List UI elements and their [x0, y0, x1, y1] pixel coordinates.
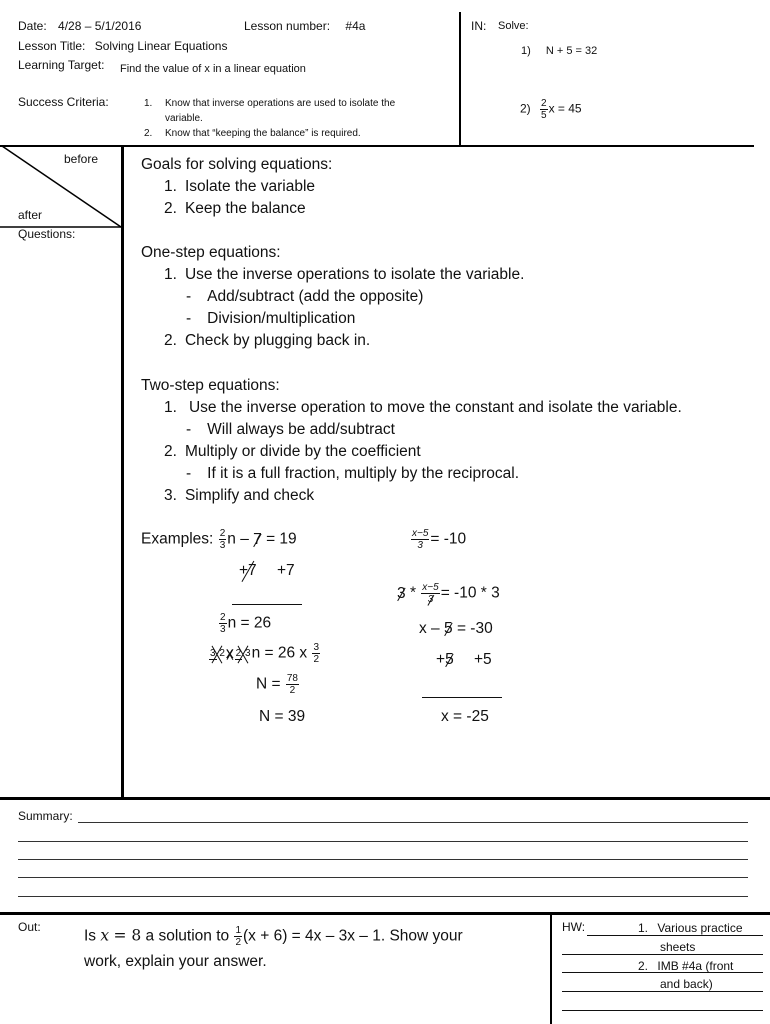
equation-lhs: N =	[256, 675, 281, 693]
item-number: 2.	[638, 959, 649, 973]
text: a solution to	[145, 927, 230, 945]
item-text: Simplify and check	[184, 487, 315, 504]
equation-lhs: x –	[419, 620, 440, 637]
example-2-line-1	[410, 528, 466, 551]
two-step-item-2	[164, 443, 421, 461]
summary-label: Summary:	[18, 809, 73, 823]
example-1-line-1	[141, 528, 297, 551]
dash: -	[186, 288, 192, 305]
summary-writing-line	[18, 859, 748, 860]
success-criterion-2	[144, 128, 361, 139]
plus-sign: +	[436, 651, 446, 668]
item-text: Division/multiplication	[207, 310, 356, 327]
one-step-subitem-1b	[186, 310, 355, 328]
examples-label: Examples:	[141, 530, 214, 548]
date-value: 4/28 – 5/1/2016	[58, 19, 142, 33]
dash: -	[186, 421, 192, 438]
goals-title: Goals for solving equations:	[141, 156, 333, 173]
goal-item-1	[164, 178, 315, 196]
example-2-underline	[422, 697, 502, 698]
two-step-item-1	[164, 399, 682, 417]
equation: n = 26 x	[251, 644, 308, 662]
fraction	[421, 582, 439, 605]
example-2-line-3	[419, 620, 493, 638]
lesson-title-row	[18, 39, 227, 53]
lesson-number-value: #4a	[345, 19, 366, 33]
notes-left-rule	[121, 146, 124, 798]
example-1-line-3	[218, 612, 271, 635]
summary-writing-line	[78, 822, 748, 823]
example-1-line-5	[256, 673, 300, 696]
example-1-underline	[232, 604, 302, 605]
header-divider-vertical	[459, 12, 461, 146]
item-number: 1.	[638, 921, 649, 935]
problem-number: 2)	[520, 101, 531, 116]
problem-equation: x = 45	[548, 101, 582, 116]
before-label: before	[64, 152, 99, 166]
summary-writing-line	[18, 896, 748, 897]
fraction-numerator: 78	[286, 673, 298, 684]
fraction-numerator: 3	[313, 642, 320, 653]
example-1-result: N = 39	[259, 708, 306, 725]
multiply-sign: *	[409, 584, 416, 602]
example-2-result: x = -25	[441, 708, 489, 725]
fraction	[219, 612, 227, 635]
crossed-fraction	[209, 648, 225, 659]
fraction-denominator: 2	[235, 937, 241, 948]
fraction	[286, 673, 299, 696]
out-question-line-1	[84, 925, 463, 948]
lesson-number-row	[244, 19, 365, 33]
criterion-text-continued: variable.	[165, 113, 203, 124]
item-number: 1.	[164, 399, 177, 416]
item-text: Use the inverse operation to move the constant and isolate the variable.	[188, 399, 682, 416]
problem-equation: N + 5 = 32	[545, 45, 598, 57]
summary-writing-line	[18, 877, 748, 878]
hw-writing-line	[587, 935, 763, 936]
fraction-numerator: 3	[210, 648, 216, 659]
success-criteria-label: Success Criteria:	[18, 95, 109, 109]
in-problem-1	[521, 45, 597, 57]
hw-item-1	[638, 921, 743, 935]
fraction-numerator: 1	[235, 925, 241, 936]
item-text: Use the inverse operations to isolate the variable.	[184, 266, 525, 283]
hw-item-2-continued: and back)	[660, 977, 713, 991]
summary-top-rule	[0, 797, 770, 800]
criterion-text: Know that “keeping the balance” is required.	[165, 128, 361, 139]
out-top-rule	[0, 912, 770, 915]
item-number: 1.	[164, 266, 177, 283]
fraction-denominator: 2	[219, 648, 225, 659]
hw-writing-line	[562, 954, 763, 955]
two-step-item-3	[164, 487, 314, 505]
learning-target-label: Learning Target:	[18, 58, 105, 72]
fraction-denominator: 3	[427, 594, 434, 605]
hw-item-2	[638, 959, 733, 973]
fraction-numerator: 2	[220, 612, 226, 623]
item-number: 1.	[164, 178, 177, 195]
item-text: Will always be add/subtract	[207, 421, 395, 438]
crossed-out-five: 5	[444, 620, 453, 637]
out-label: Out:	[18, 920, 41, 934]
goal-item-2	[164, 200, 306, 218]
crossed-out-plus-seven: +7	[239, 562, 257, 579]
equation-rhs: = -10 * 3	[440, 584, 500, 602]
in-problem-2	[520, 98, 582, 121]
summary-writing-line	[18, 841, 748, 842]
operator: –	[240, 530, 249, 548]
item-text: Isolate the variable	[184, 178, 316, 195]
equation-rhs: = -10	[430, 530, 467, 548]
fraction-numerator: 2	[219, 528, 226, 539]
hw-item-1-continued: sheets	[660, 940, 696, 954]
crossed-fraction	[235, 648, 251, 659]
problem-number: 1)	[521, 45, 531, 57]
equation: = 8	[113, 926, 142, 945]
example-1-line-2	[239, 562, 295, 580]
item-number: 2.	[164, 443, 177, 460]
success-criterion-1	[144, 98, 396, 109]
solve-label: Solve:	[498, 20, 529, 32]
equation-rhs: = 19	[266, 530, 297, 548]
one-step-item-1	[164, 266, 524, 284]
learning-target-value: Find the value of x in a linear equation	[120, 63, 306, 75]
fraction	[540, 98, 548, 121]
item-text: Add/subtract (add the opposite)	[207, 288, 424, 305]
item-number: 2.	[164, 332, 177, 349]
lesson-number-label: Lesson number:	[244, 19, 331, 33]
fraction-numerator: x−5	[422, 582, 439, 593]
item-number: 3.	[164, 487, 177, 504]
fraction-denominator: 2	[313, 654, 320, 665]
crossed-out-seven: 7	[253, 530, 262, 548]
two-step-title: Two-step equations:	[141, 377, 280, 394]
fraction-denominator: 3	[220, 624, 226, 635]
fraction-denominator: 3	[219, 540, 226, 551]
fraction-denominator: 5	[541, 110, 547, 121]
in-label: IN:	[471, 19, 487, 33]
fraction-numerator: x−5	[412, 528, 429, 539]
hw-writing-line	[562, 1010, 763, 1011]
item-text: Keep the balance	[184, 200, 306, 217]
criterion-number: 1.	[144, 98, 153, 109]
fraction	[411, 528, 429, 551]
times-sign: x	[225, 644, 234, 662]
fraction	[219, 528, 227, 551]
after-label: after	[18, 208, 43, 222]
out-question-line-2: work, explain your answer.	[84, 953, 267, 970]
hw-writing-line	[562, 991, 763, 992]
crossed-out-three: 3	[397, 584, 406, 602]
item-text: Multiply or divide by the coefficient	[184, 443, 421, 460]
hw-label: HW:	[562, 920, 586, 934]
one-step-item-2	[164, 332, 370, 350]
fraction	[312, 642, 320, 665]
example-2-line-2	[397, 582, 500, 605]
date-label: Date:	[18, 19, 47, 33]
item-text: Various practice	[657, 921, 743, 935]
two-step-subitem-1a	[186, 421, 395, 439]
item-text: If it is a full fraction, multiply by the reciprocal.	[207, 465, 520, 482]
equation-rhs: = -30	[456, 620, 493, 637]
fraction-denominator: 3	[417, 540, 423, 551]
one-step-subitem-1a	[186, 288, 423, 306]
example-2-line-4	[436, 651, 492, 669]
text: (x + 6) = 4x – 3x – 1. Show your	[243, 927, 463, 945]
item-number: 2.	[164, 200, 177, 217]
equation: n = 26	[227, 614, 272, 632]
criterion-number: 2.	[144, 128, 153, 139]
hw-left-rule	[550, 913, 552, 1024]
fraction-denominator: 3	[245, 648, 251, 659]
dash: -	[186, 465, 192, 482]
dash: -	[186, 310, 192, 327]
questions-label: Questions:	[18, 227, 76, 241]
two-step-subitem-2a	[186, 465, 519, 483]
text: Is	[84, 927, 97, 945]
criterion-text: Know that inverse operations are used to isolate the	[165, 98, 396, 109]
fraction	[234, 925, 242, 948]
plus-five: +5	[474, 651, 492, 668]
fraction-denominator: 2	[289, 685, 296, 696]
example-1-line-4	[208, 642, 321, 665]
one-step-title: One-step equations:	[141, 244, 281, 261]
plus-seven: +7	[277, 562, 295, 579]
variable: x	[100, 926, 110, 945]
date-row	[18, 19, 141, 33]
lesson-title-value: Solving Linear Equations	[94, 39, 228, 53]
variable: n	[227, 530, 236, 548]
fraction-numerator: 2	[541, 98, 547, 109]
lesson-title-label: Lesson Title:	[18, 39, 86, 53]
item-text: Check by plugging back in.	[184, 332, 371, 349]
item-text: IMB #4a (front	[657, 959, 734, 973]
fraction-numerator: 2	[235, 648, 242, 659]
crossed-out-five: 5	[445, 651, 454, 668]
